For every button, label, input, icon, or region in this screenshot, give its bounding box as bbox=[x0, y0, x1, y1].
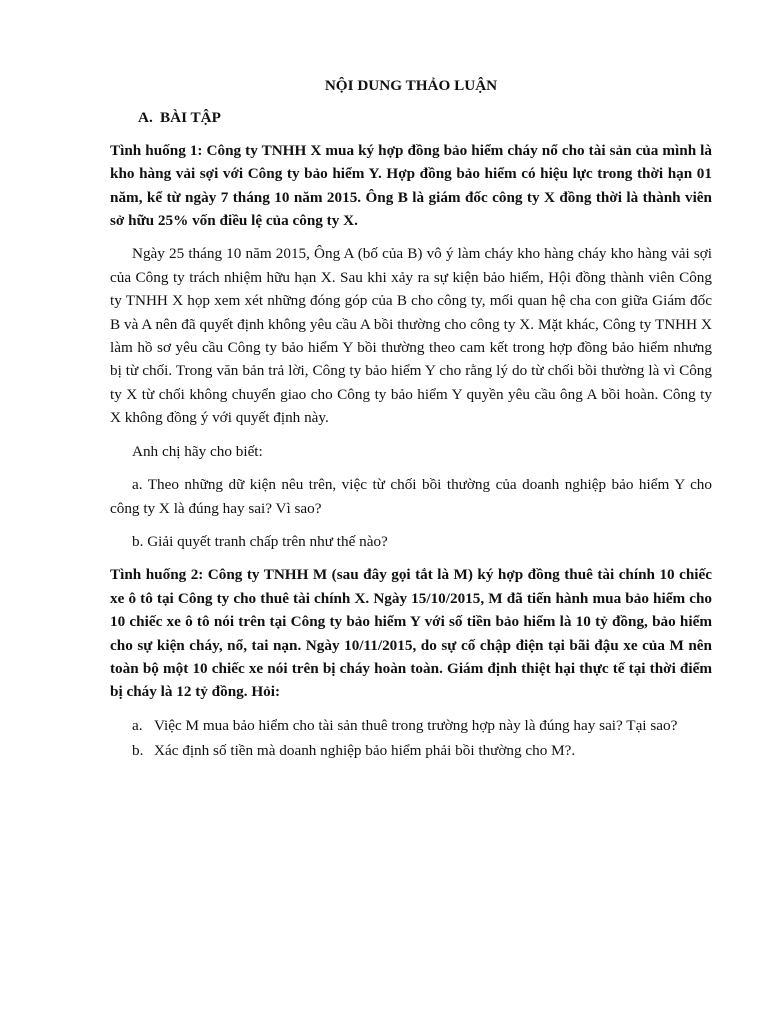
document-title: NỘI DUNG THẢO LUẬN bbox=[324, 77, 498, 94]
list-item-text: Xác định số tiền mà doanh nghiệp bảo hiểm phải bồi thường cho M?. bbox=[154, 742, 576, 760]
list-item bbox=[110, 714, 712, 737]
case1-question-a: a. Theo những dữ kiện nêu trên, việc từ chối bồi thường của doanh nghiệp bảo hiểm Y cho công ty X là đúng hay sai? Vì sao? bbox=[110, 476, 712, 517]
list-marker: a. bbox=[132, 716, 143, 734]
case1-heading: Tình huống 1: Công ty TNHH X mua ký hợp đồng bảo hiểm cháy nổ cho tài sản của mình là kho hàng vải sợi với Công ty bảo hiểm Y. Hợp đồng bảo hiểm có hiệu lực trong thời hạn 01 năm, kể từ ngày 7 tháng 10 năm 2015. Ông B là giám đốc công ty X đồng thời là thành viên sở hữu 25% vốn điều lệ của công ty X. bbox=[110, 141, 712, 230]
case1-body: Ngày 25 tháng 10 năm 2015, Ông A (bố của B) vô ý làm cháy kho hàng cháy kho hàng vải sợi của Công ty trách nhiệm hữu hạn X. Sau khi xảy ra sự kiện bảo hiểm, Hội đồng thành viên Công ty TNHH X họp xem xét những đóng góp của B cho công ty, mối quan hệ cha con giữa Giám đốc B và A nên đã quyết định không yêu cầu A bồi thường cho công ty X. Mặt khác, Công ty TNHH X làm hồ sơ yêu cầu Công ty bảo hiểm Y bồi thường theo cam kết trong hợp đồng bảo hiểm nhưng bị từ chối. Trong văn bản trả lời, Công ty bảo hiểm Y cho rằng lý do từ chối bồi thường là vì Công ty X từ chối không chuyển giao cho Công ty bảo hiểm Y quyền yêu cầu ông A bồi hoàn. Công ty X không đồng ý với quyết định này. bbox=[110, 245, 712, 427]
section-label: BÀI TẬP bbox=[160, 109, 221, 127]
case1-prompt: Anh chị hãy cho biết: bbox=[132, 442, 263, 460]
section-heading bbox=[138, 106, 712, 129]
case2-question-list bbox=[110, 714, 712, 763]
list-item-text: Việc M mua bảo hiểm cho tài sản thuê trong trường hợp này là đúng hay sai? Tại sao? bbox=[154, 716, 678, 734]
document-page bbox=[110, 74, 712, 765]
list-marker: b. bbox=[132, 742, 144, 760]
list-item bbox=[110, 739, 712, 762]
case1-question-b: b. Giải quyết tranh chấp trên như thế nào? bbox=[132, 532, 388, 550]
section-letter: A. bbox=[138, 109, 153, 127]
case2-heading: Tình huống 2: Công ty TNHH M (sau đây gọi tắt là M) ký hợp đồng thuê tài chính 10 chiếc xe ô tô tại Công ty cho thuê tài chính X. Ngày 15/10/2015, M đã tiến hành mua bảo hiểm cho 10 chiếc xe ô tô nói trên tại Công ty bảo hiểm Y với số tiền bảo hiểm là 10 tỷ đồng, bảo hiểm cho sự kiện cháy, nổ, tai nạn. Ngày 10/11/2015, do sự cố chập điện tại bãi đậu xe của M nên toàn bộ một 10 chiếc xe nói trên bị cháy hoàn toàn. Giám định thiệt hại thực tế tại thời điểm bị cháy là 12 tỷ đồng. Hỏi: bbox=[110, 566, 712, 701]
